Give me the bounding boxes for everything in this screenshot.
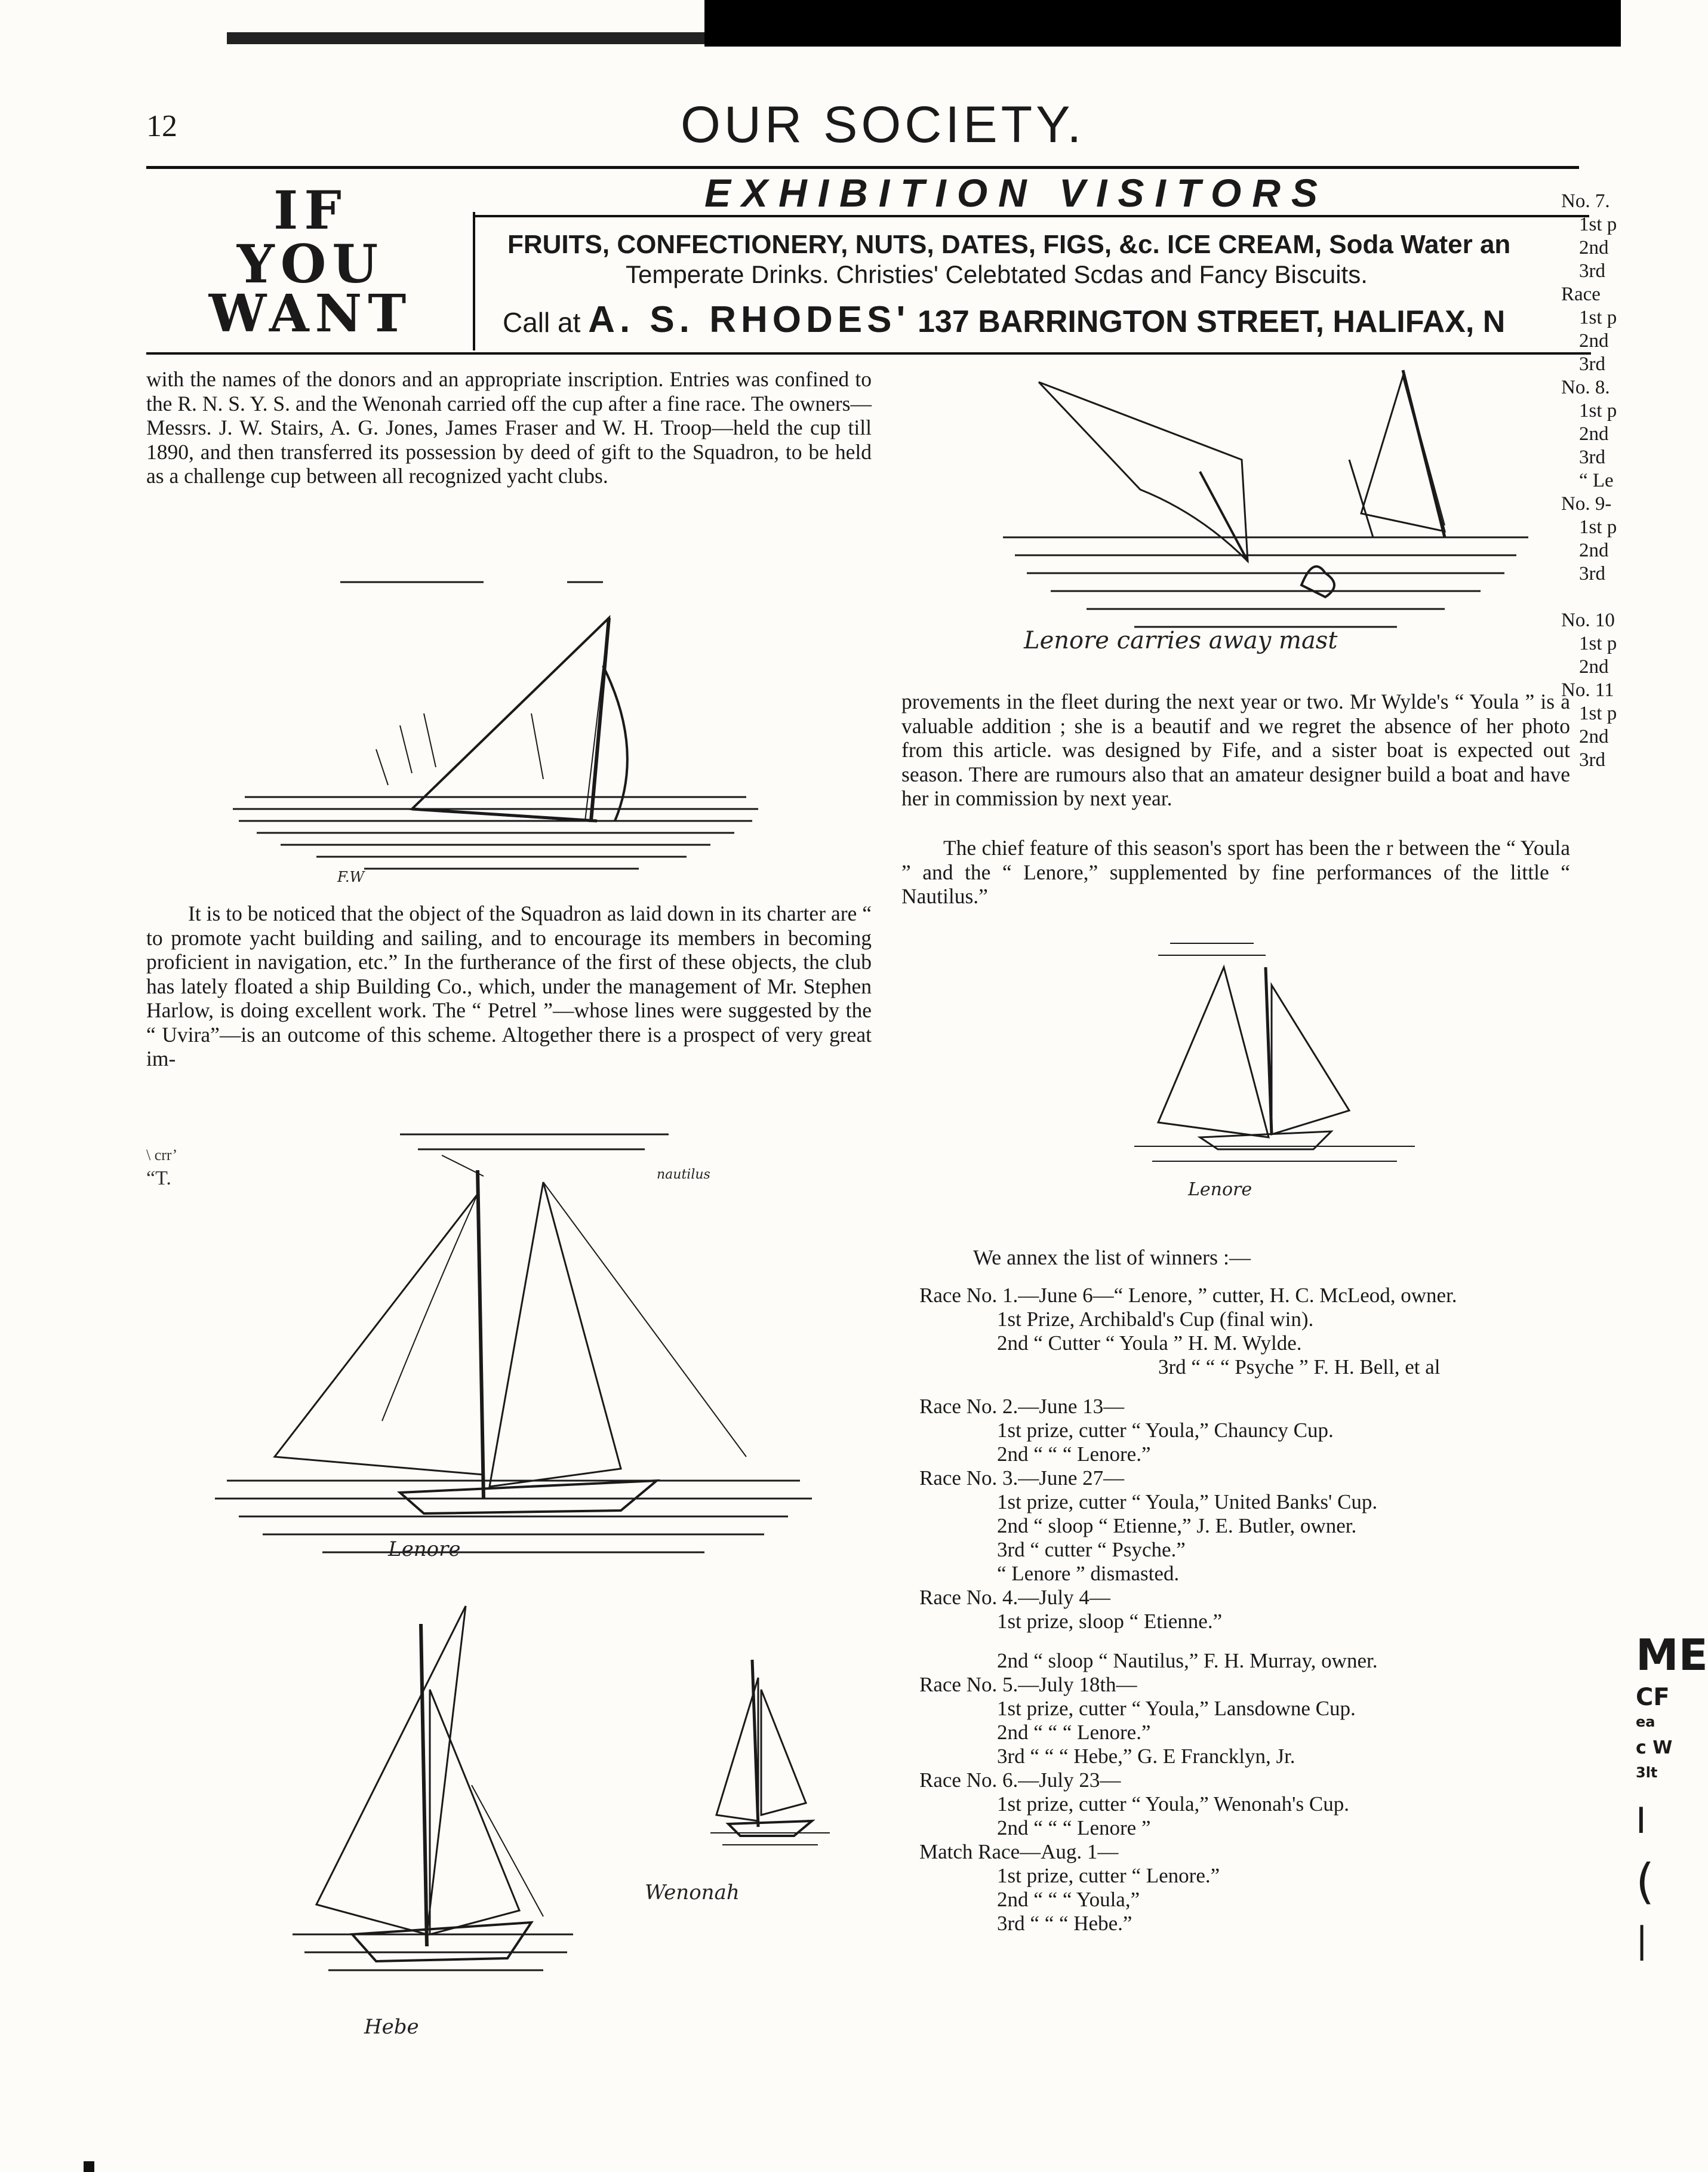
winner-line: 1st prize, sloop “ Etienne.” bbox=[997, 1610, 1223, 1633]
winner-line: 2nd “ sloop “ Etienne,” J. E. Butler, owner. bbox=[997, 1514, 1357, 1537]
ad-headline-if: IF bbox=[273, 179, 347, 241]
side-fragment: 2nd bbox=[1579, 726, 1609, 747]
ad-title-rule bbox=[473, 215, 1589, 217]
right-edge-fragments bbox=[1636, 1630, 1708, 1961]
side-fragment: 1st p bbox=[1579, 703, 1617, 724]
ad-headline-want: WANT bbox=[208, 284, 413, 344]
winner-line: Race No. 1.—June 6—“ Lenore, ” cutter, H. C. McLeod, owner. bbox=[919, 1284, 1457, 1307]
side-fragment: No. 8. bbox=[1561, 377, 1610, 398]
winner-line: 1st Prize, Archibald's Cup (final win). bbox=[997, 1307, 1314, 1331]
side-fragment bbox=[1561, 586, 1617, 609]
winner-line: 2nd “ “ “ Lenore.” bbox=[997, 1442, 1151, 1466]
illustration-lenore-cutter bbox=[203, 1122, 824, 1576]
side-fragment: 2nd bbox=[1579, 540, 1609, 561]
side-fragment: 2nd bbox=[1579, 423, 1609, 445]
side-fragment: 1st p bbox=[1579, 214, 1617, 235]
edge-frag-3: c W bbox=[1636, 1737, 1673, 1758]
winner-line: Race No. 3.—June 27— bbox=[919, 1466, 1125, 1490]
winner-line: Race No. 2.—June 13— bbox=[919, 1395, 1125, 1418]
side-fragment: 2nd bbox=[1579, 330, 1609, 352]
winner-line: 2nd “ “ “ Lenore ” bbox=[997, 1816, 1151, 1839]
side-fragment: 2nd bbox=[1579, 656, 1609, 678]
ad-title: EXHIBITION VISITORS bbox=[704, 171, 1328, 215]
list-gap bbox=[919, 1633, 1612, 1649]
ad-bottom-rule bbox=[146, 352, 1591, 355]
winner-line: “ Lenore ” dismasted. bbox=[997, 1562, 1180, 1585]
winner-line: 2nd “ “ “ Youla,” bbox=[997, 1888, 1140, 1911]
edge-frag-7: | bbox=[1636, 1919, 1648, 1961]
side-fragment: 1st p bbox=[1579, 633, 1617, 654]
winner-line: 2nd “ “ “ Lenore.” bbox=[997, 1721, 1151, 1744]
winner-line: Match Race—Aug. 1— bbox=[919, 1840, 1119, 1863]
side-fragment: 3rd bbox=[1579, 353, 1605, 375]
illustration-sloop-1 bbox=[233, 570, 758, 887]
caption-lenore-big: Lenore bbox=[388, 1537, 461, 1561]
winner-line: 1st prize, cutter “ Youla,” Chauncy Cup. bbox=[997, 1419, 1334, 1442]
side-fragment: 3rd bbox=[1579, 260, 1605, 282]
article-paragraph-2: It is to be noticed that the object of the Squadron as laid down in its charter are “ to promote yacht building and sailing, and to encourage its members in becoming proficient in navigation, etc.” In the furtherance of the first of these objects, the club has lately floated a ship Building Co., which, under the management of Mr. Stephen Harlow, is doing excellent work. The “ Petrel ”—whose lines were suggested by the “ Uvira”—is an outcome of this scheme. Altogether there is a prospect of very great im- bbox=[146, 902, 872, 1070]
winners-intro: We annex the list of winners :— bbox=[973, 1245, 1251, 1269]
fragment-crr: \ crr’ bbox=[146, 1146, 178, 1164]
side-fragment: 3rd bbox=[1579, 447, 1605, 468]
winner-line: Race No. 5.—July 18th— bbox=[919, 1673, 1137, 1696]
side-fragment: No. 11 bbox=[1561, 679, 1614, 701]
edge-frag-2: ea bbox=[1636, 1713, 1655, 1730]
winner-line: 2nd “ Cutter “ Youla ” H. M. Wylde. bbox=[997, 1331, 1302, 1355]
edge-frag-6: ( bbox=[1636, 1854, 1655, 1909]
header-rule bbox=[146, 166, 1579, 169]
ad-call-at: Call at bbox=[503, 307, 581, 338]
side-column-fragments bbox=[1561, 190, 1617, 772]
article-paragraph-3: provements in the fleet during the next year or two. Mr Wylde's “ Youla ” is a valuable addition ; she is a beautif and we regret the absence of her photo from this article. was designed by Fife, and a sister boat is expected out season. There are rumours also that an amateur designer build a boat and have her in commission by next year. bbox=[901, 690, 1570, 810]
side-fragment: No. 10 bbox=[1561, 610, 1615, 631]
edge-frag-4: 3lt bbox=[1636, 1764, 1658, 1781]
illustration-lenore-dismasted bbox=[991, 358, 1552, 657]
side-fragment: 1st p bbox=[1579, 307, 1617, 328]
caption-nautilus: nautilus bbox=[657, 1167, 710, 1182]
caption-sloop-1: F.W bbox=[337, 869, 365, 885]
ad-line-3 bbox=[503, 299, 1505, 341]
caption-lenore-small: Lenore bbox=[1188, 1179, 1252, 1200]
side-fragment: No. 9- bbox=[1561, 493, 1612, 515]
ad-shop-name: A. S. RHODES' bbox=[588, 299, 910, 340]
winner-line: 3rd “ “ “ Psyche ” F. H. Bell, et al bbox=[1158, 1355, 1441, 1379]
winner-line: 1st prize, cutter “ Youla,” United Banks' Cup. bbox=[997, 1490, 1378, 1513]
edge-frag-5: I bbox=[1636, 1800, 1647, 1842]
side-fragment: “ Le bbox=[1579, 470, 1614, 491]
ad-line-2: Temperate Drinks. Christies' Celebtated Scdas and Fancy Biscuits. bbox=[626, 260, 1368, 288]
illustration-wenonah bbox=[704, 1654, 836, 1857]
fragment-t: “T. bbox=[146, 1167, 171, 1189]
masthead-title: OUR SOCIETY. bbox=[681, 96, 1085, 153]
winner-line: 3rd “ “ “ Hebe.” bbox=[997, 1912, 1132, 1935]
scan-speck bbox=[84, 2161, 94, 2172]
winner-line: Race No. 6.—July 23— bbox=[919, 1768, 1121, 1792]
winner-line: Race No. 4.—July 4— bbox=[919, 1586, 1110, 1609]
caption-hebe: Hebe bbox=[364, 2015, 419, 2039]
illustration-lenore-small bbox=[1134, 931, 1421, 1188]
side-fragment: No. 7. bbox=[1561, 190, 1610, 212]
edge-frag-0: ME bbox=[1636, 1630, 1708, 1680]
ad-headline-you: YOU bbox=[236, 233, 384, 295]
side-fragment: 3rd bbox=[1579, 563, 1605, 584]
side-fragment: 1st p bbox=[1579, 400, 1617, 422]
scan-top-bar-thin bbox=[227, 32, 704, 44]
side-fragment: 2nd bbox=[1579, 237, 1609, 259]
list-gap bbox=[919, 1379, 1612, 1395]
caption-wenonah: Wenonah bbox=[645, 1881, 740, 1905]
scan-top-bar bbox=[704, 0, 1621, 47]
side-fragment: Race bbox=[1561, 284, 1601, 305]
ad-line-1: FRUITS, CONFECTIONERY, NUTS, DATES, FIGS, &c. ICE CREAM, Soda Water an bbox=[507, 230, 1511, 259]
edge-frag-1: CF bbox=[1636, 1684, 1670, 1711]
side-fragment: 1st p bbox=[1579, 516, 1617, 538]
winner-line: 3rd “ “ “ Hebe,” G. E Francklyn, Jr. bbox=[997, 1745, 1295, 1768]
winners-list bbox=[919, 1284, 1612, 1936]
side-fragment: 3rd bbox=[1579, 749, 1605, 771]
article-paragraph-4: The chief feature of this season's sport has been the r between the “ Youla ” and the “ Lenore,” supplemented by fine performances of the little “ Nautilus.” bbox=[901, 836, 1570, 908]
illustration-hebe bbox=[293, 1600, 579, 1994]
caption-lenore-mast: Lenore carries away mast bbox=[1024, 627, 1338, 654]
winner-line: 1st prize, cutter “ Lenore.” bbox=[997, 1864, 1220, 1887]
article-paragraph-1: with the names of the donors and an appropriate inscription. Entries was confined to the R. N. S. Y. S. and the Wenonah carried off the cup after a fine race. The owners—Messrs. J. W. Stairs, A. G. Jones, James Fraser and W. H. Troop—held the cup till 1890, and then transferred its possession by deed of gift to the Squadron, to be held as a challenge cup between all recognized yacht clubs. bbox=[146, 367, 872, 488]
winner-line: 1st prize, cutter “ Youla,” Lansdowne Cup. bbox=[997, 1697, 1356, 1720]
ad-shop-address: 137 BARRINGTON STREET, HALIFAX, N bbox=[917, 304, 1506, 339]
winner-line: 2nd “ sloop “ Nautilus,” F. H. Murray, owner. bbox=[997, 1649, 1378, 1672]
page-number: 12 bbox=[146, 109, 177, 143]
ad-divider bbox=[473, 212, 475, 350]
winner-line: 1st prize, cutter “ Youla,” Wenonah's Cup. bbox=[997, 1792, 1349, 1816]
winner-line: 3rd “ cutter “ Psyche.” bbox=[997, 1538, 1186, 1561]
